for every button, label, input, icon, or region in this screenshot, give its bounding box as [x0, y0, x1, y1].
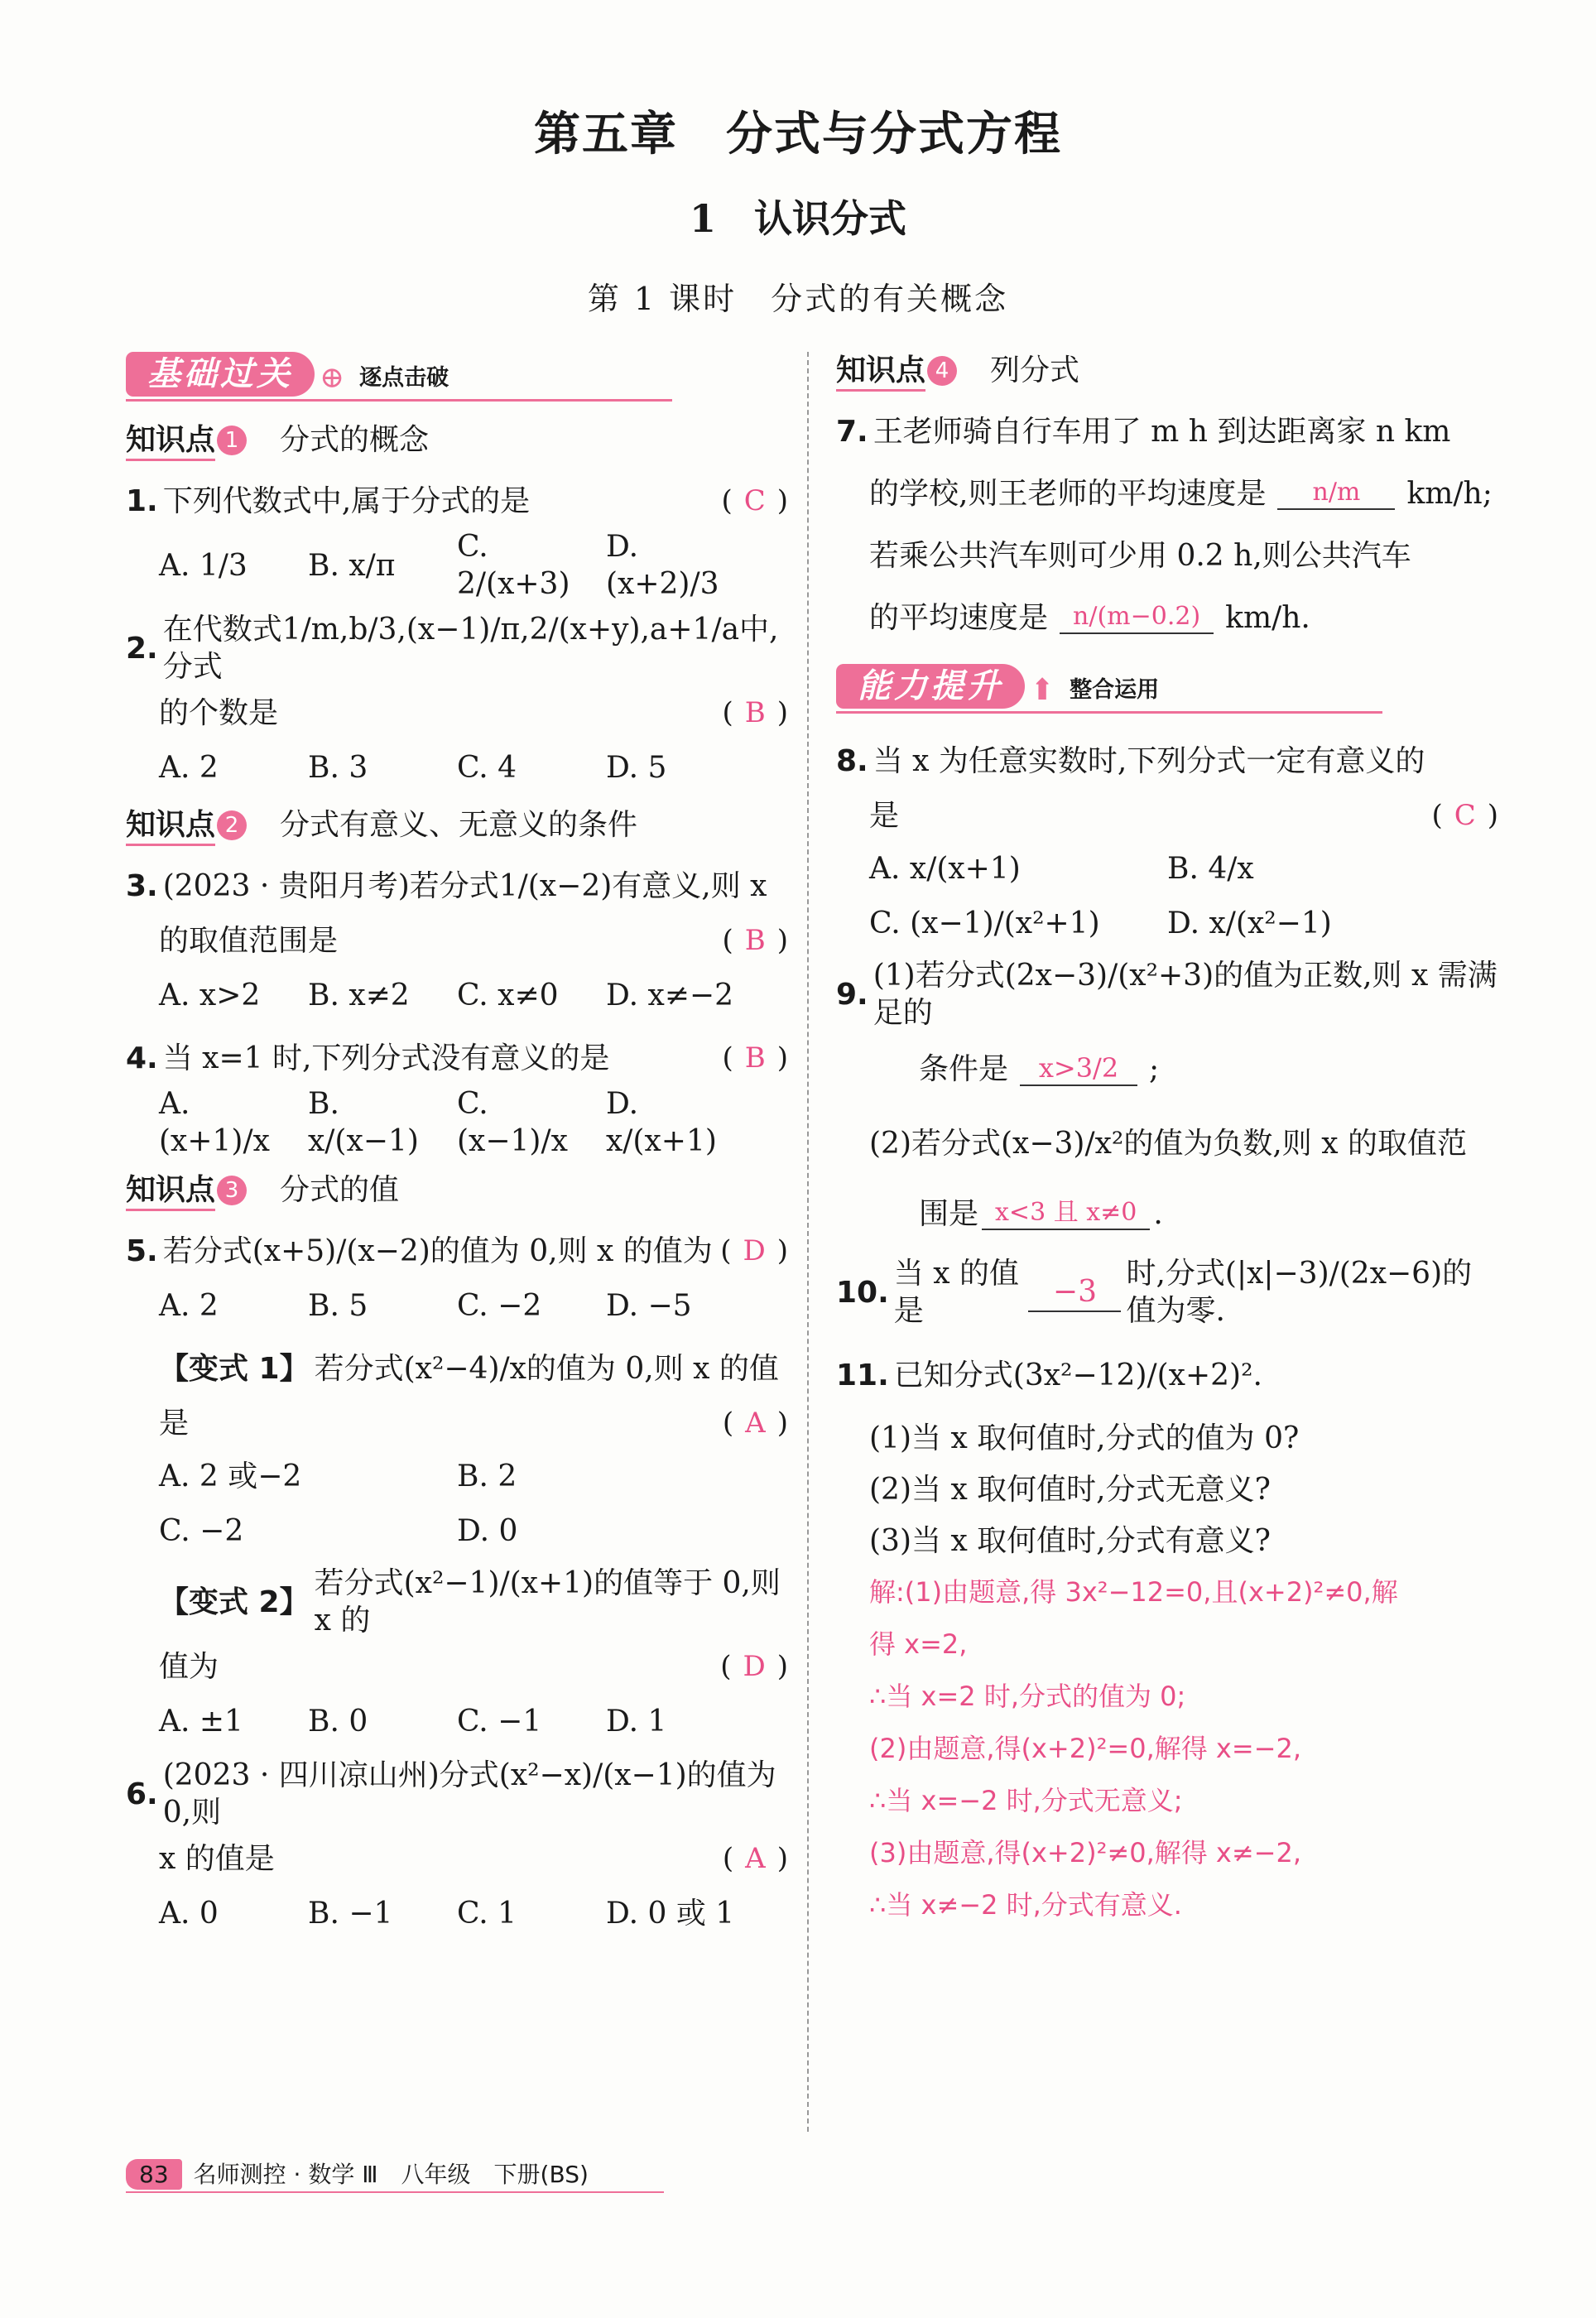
question-text: ; — [1149, 1051, 1160, 1086]
question-text-cont: 的个数是 — [159, 695, 279, 730]
option: D. x/(x+1) — [606, 1087, 717, 1158]
question-number: 9. — [836, 977, 868, 1012]
sub-question: (1)当 x 取何值时,分式的值为 0? — [869, 1421, 1300, 1455]
question-text: km/h; — [1406, 476, 1493, 511]
banner-underline — [126, 399, 672, 402]
option: D. (x+2)/3 — [606, 530, 719, 601]
question-number: 1. — [126, 483, 158, 518]
footer-line — [126, 2191, 664, 2193]
knowledge-point-2 — [126, 806, 788, 844]
answer-blank: x<3 且 x≠0 — [982, 1197, 1150, 1230]
question-text-cont: 是 — [159, 1406, 190, 1440]
kp-number: 3 — [217, 1176, 247, 1205]
question-text: km/h. — [1225, 600, 1310, 635]
option: A. 2 或−2 — [159, 1459, 302, 1493]
kp-label: 知识点 — [126, 1173, 215, 1211]
question-text-cont: 值为 — [159, 1649, 219, 1684]
question-text: 的平均速度是 — [869, 600, 1049, 635]
answer: B — [744, 923, 766, 957]
question-text: 已知分式(3x²−12)/(x+2)². — [893, 1358, 1262, 1392]
knowledge-point-4 — [836, 352, 1498, 389]
question-11 — [836, 1338, 1498, 1931]
kp-title: 分式有意义、无意义的条件 — [280, 808, 638, 842]
question-5: 5. 若分式(x+5)/(x−2)的值为 0,则 x 的值为 ( D ) A. 2 B. 5 C. −2 D. −5 — [126, 1234, 788, 1323]
question-10 — [836, 1255, 1498, 1330]
answer-blank: n/m — [1277, 477, 1395, 510]
question-number: 7. — [836, 414, 868, 449]
kp-label: 知识点 — [836, 353, 925, 392]
option: C. −2 — [457, 1288, 542, 1323]
option: A. ±1 — [159, 1704, 243, 1738]
answer-blank: −3 — [1028, 1273, 1121, 1312]
option: C. 4 — [457, 750, 517, 785]
variant-1: 【变式 1】 若分式(x²−4)/x的值为 0,则 x 的值 是 ( A ) A. 2 或−2 B. 2 C. −2 D. 0 — [126, 1341, 788, 1556]
question-text: 当 x 的值是 — [893, 1257, 1019, 1328]
option: C. x≠0 — [457, 978, 559, 1012]
page-footer — [126, 2157, 589, 2190]
question-text: 若分式(x²−1)/(x+1)的值等于 0,则 x 的 — [314, 1566, 781, 1638]
kp-title: 列分式 — [990, 353, 1080, 387]
question-4: 4. 当 x=1 时,下列分式没有意义的是 ( B ) A. (x+1)/x B. x/(x−1) C. (x−1)/x D. x/(x+1) — [126, 1041, 788, 1158]
option: B. 0 — [308, 1704, 368, 1738]
option: A. 0 — [159, 1896, 219, 1931]
question-number: 4. — [126, 1041, 158, 1075]
question-text: (2)若分式(x−3)/x²的值为负数,则 x 的取值范 — [869, 1126, 1467, 1161]
page-number: 83 — [126, 2159, 182, 2190]
variant-label: 【变式 2】 — [159, 1585, 310, 1619]
solution-line: ∴当 x=2 时,分式的值为 0; — [869, 1681, 1186, 1712]
kp-title: 分式的概念 — [280, 423, 430, 457]
question-number: 6. — [126, 1777, 158, 1811]
question-text-cont: 的取值范围是 — [159, 923, 339, 958]
answer-blank: n/(m−0.2) — [1060, 601, 1214, 634]
question-text: 围是 — [919, 1196, 979, 1231]
option: D. x≠−2 — [606, 978, 734, 1012]
variant-2: 【变式 2】 若分式(x²−1)/(x+1)的值等于 0,则 x 的 值为 ( D ) A. ±1 B. 0 C. −1 D. 1 — [159, 1566, 788, 1738]
basic-banner — [126, 352, 788, 403]
answer: A — [745, 1406, 766, 1440]
question-text: 在代数式1/m,b/3,(x−1)/π,2/(x+y),a+1/a中,分式 — [162, 613, 779, 684]
solution-line: 得 x=2, — [869, 1628, 968, 1660]
question-text: 若乘公共汽车则可少用 0.2 h,则公共汽车 — [869, 538, 1411, 573]
target-icon: ⊕ — [320, 360, 345, 395]
question-text: 若分式(x+5)/(x−2)的值为 0,则 x 的值为 — [162, 1234, 713, 1268]
kp-number: 4 — [927, 356, 957, 386]
option: D. 0 或 1 — [606, 1896, 735, 1931]
option: C. 2/(x+3) — [457, 530, 570, 601]
answer: B — [744, 695, 766, 729]
kp-number: 2 — [217, 810, 247, 840]
solution — [836, 1566, 1498, 1931]
sub-question: (3)当 x 取何值时,分式有意义? — [869, 1523, 1271, 1558]
column-divider — [807, 352, 809, 2132]
question-text: (2023 · 贵阳月考)若分式1/(x−2)有意义,则 x — [162, 868, 767, 903]
answer-blank: x>3/2 — [1020, 1051, 1137, 1086]
book-title: 名师测控 · 数学 Ⅲ 八年级 下册(BS) — [193, 2161, 589, 2188]
answer: C — [743, 483, 766, 517]
kp-title: 分式的值 — [280, 1173, 400, 1207]
banner-label: 能力提升 — [836, 664, 1025, 709]
question-text: 若分式(x²−4)/x的值为 0,则 x 的值 — [314, 1351, 779, 1386]
rocket-icon: ⬆ — [1030, 672, 1055, 707]
option: B. x/π — [308, 548, 396, 583]
answer: D — [743, 1649, 766, 1683]
banner-label: 基础过关 — [126, 352, 315, 397]
option: D. 1 — [606, 1704, 667, 1738]
left-column — [126, 352, 788, 1949]
variant-label: 【变式 1】 — [159, 1351, 310, 1386]
option: B. x/(x−1) — [308, 1087, 419, 1158]
lesson-title: 第 1 课时 分式的有关概念 — [587, 281, 1009, 317]
question-text: 当 x=1 时,下列分式没有意义的是 — [162, 1041, 610, 1075]
option: A. (x+1)/x — [159, 1087, 270, 1158]
option: C. (x−1)/(x²+1) — [869, 906, 1100, 940]
solution-line: 解:(1)由题意,得 3x²−12=0,且(x+2)²≠0,解 — [869, 1576, 1398, 1608]
option: D. 0 — [457, 1513, 518, 1548]
answer: C — [1454, 798, 1476, 832]
option: A. 2 — [159, 1288, 219, 1323]
question-1: 1. 下列代数式中,属于分式的是 ( C ) A. 1/3 B. x/π C. 2/(x+3) D. (x+2)/3 — [126, 483, 788, 601]
option: A. x/(x+1) — [869, 851, 1021, 886]
question-8: 8. 当 x 为任意实数时,下列分式一定有意义的 是 ( C ) A. x/(x+1) B. 4/x C. (x−1)/(x²+1) D. x/(x²−1) — [836, 733, 1498, 949]
question-text-cont: x 的值是 — [159, 1841, 275, 1876]
answer: B — [744, 1041, 766, 1075]
banner-sub: 整合运用 — [1070, 677, 1160, 703]
question-text: 的学校,则王老师的平均速度是 — [869, 476, 1267, 511]
option: A. 2 — [159, 750, 219, 785]
question-9 — [836, 957, 1498, 1247]
question-text: 条件是 — [919, 1051, 1009, 1086]
question-6: 6. (2023 · 四川凉山州)分式(x²−x)/(x−1)的值为 0,则 x 的值是 ( A ) A. 0 B. −1 C. 1 D. 0 或 1 — [126, 1758, 788, 1931]
option: B. −1 — [308, 1896, 393, 1931]
question-number: 5. — [126, 1234, 158, 1268]
option: A. x>2 — [159, 978, 261, 1012]
question-text-cont: 是 — [869, 798, 900, 833]
knowledge-point-3 — [126, 1171, 788, 1209]
question-2: 2. 在代数式1/m,b/3,(x−1)/π,2/(x+y),a+1/a中,分式 的个数是 ( B ) A. 2 B. 3 C. 4 D. 5 — [126, 613, 788, 785]
question-number: 10. — [836, 1275, 889, 1310]
banner-sub: 逐点击破 — [359, 365, 449, 391]
question-text: 王老师骑自行车用了 m h 到达距离家 n km — [873, 414, 1451, 449]
question-text: (1)若分式(2x−3)/(x²+3)的值为正数,则 x 需满足的 — [873, 959, 1497, 1030]
option: B. 2 — [457, 1459, 517, 1493]
option: B. 4/x — [1167, 851, 1254, 886]
question-number: 2. — [126, 631, 158, 666]
right-column — [836, 352, 1498, 1940]
option: B. x≠2 — [308, 978, 410, 1012]
question-text: 下列代数式中,属于分式的是 — [162, 483, 531, 518]
section-title: 1 认识分式 — [689, 196, 906, 241]
option: D. 5 — [606, 750, 667, 785]
question-number: 8. — [836, 743, 868, 778]
option: B. 3 — [308, 750, 368, 785]
option: C. 1 — [457, 1896, 517, 1931]
solution-line: (2)由题意,得(x+2)²=0,解得 x=−2, — [869, 1733, 1302, 1764]
knowledge-point-1 — [126, 421, 788, 459]
kp-label: 知识点 — [126, 808, 215, 846]
answer: D — [743, 1234, 766, 1267]
question-number: 3. — [126, 868, 158, 903]
solution-line: (3)由题意,得(x+2)²≠0,解得 x≠−2, — [869, 1837, 1302, 1868]
question-7 — [836, 404, 1498, 652]
option: A. 1/3 — [159, 548, 248, 583]
kp-number: 1 — [217, 426, 247, 455]
question-text: . — [1153, 1196, 1163, 1231]
sub-question: (2)当 x 取何值时,分式无意义? — [869, 1472, 1271, 1507]
chapter-title: 第五章 分式与分式方程 — [534, 107, 1062, 161]
question-text: 时,分式(|x|−3)/(2x−6)的值为零. — [1126, 1257, 1473, 1328]
option: D. x/(x²−1) — [1167, 906, 1332, 940]
answer: A — [745, 1841, 766, 1875]
solution-line: ∴当 x=−2 时,分式无意义; — [869, 1785, 1183, 1816]
option: B. 5 — [308, 1288, 368, 1323]
option: D. −5 — [606, 1288, 692, 1323]
question-3: 3. (2023 · 贵阳月考)若分式1/(x−2)有意义,则 x 的取值范围是 ( B ) A. x>2 B. x≠2 C. x≠0 D. x≠−2 — [126, 868, 788, 1012]
question-text: 当 x 为任意实数时,下列分式一定有意义的 — [873, 743, 1425, 778]
question-text: (2023 · 四川凉山州)分式(x²−x)/(x−1)的值为 0,则 — [162, 1758, 776, 1830]
solution-line: ∴当 x≠−2 时,分式有意义. — [869, 1889, 1182, 1921]
advanced-banner — [836, 664, 1498, 715]
kp-label: 知识点 — [126, 423, 215, 461]
option: C. (x−1)/x — [457, 1087, 568, 1158]
option: C. −2 — [159, 1513, 244, 1548]
question-number: 11. — [836, 1358, 889, 1392]
banner-underline — [836, 711, 1382, 714]
option: C. −1 — [457, 1704, 542, 1738]
